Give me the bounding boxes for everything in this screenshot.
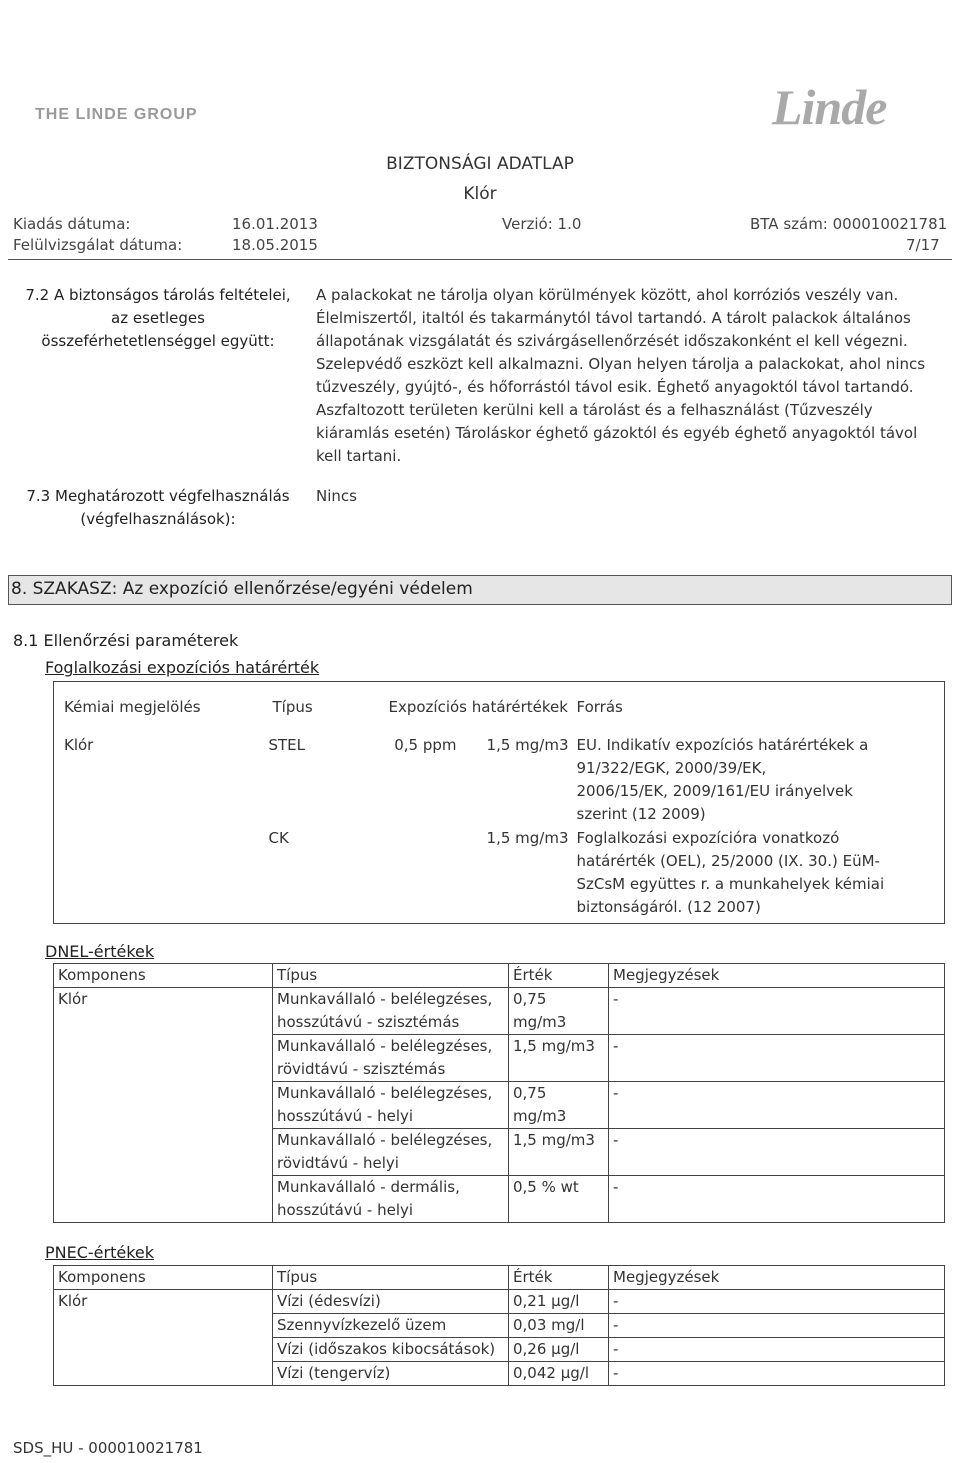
issue-date-label: Kiadás dátuma: bbox=[13, 215, 131, 233]
column-header: Forrás bbox=[576, 698, 623, 716]
pnec-heading: PNEC-értékek bbox=[45, 1243, 155, 1262]
column-header: Komponens bbox=[54, 1266, 273, 1290]
table-row: Munkavállaló - belélegzéses, rövidtávú - szisztémás 1,5 mg/m3 - bbox=[54, 1035, 945, 1082]
dnel-heading: DNEL-értékek bbox=[45, 942, 155, 961]
column-header: Megjegyzések bbox=[609, 964, 945, 988]
column-header: Érték bbox=[509, 964, 609, 988]
header-divider bbox=[8, 259, 952, 260]
table-row: Vízi (időszakos kibocsátások) 0,26 µg/l - bbox=[54, 1338, 945, 1362]
table-row: Munkavállaló - belélegzéses, hosszútávú - helyi 0,75 mg/m3 - bbox=[54, 1082, 945, 1129]
section-7-3-value: Nincs bbox=[316, 487, 357, 505]
column-header: Típus bbox=[273, 1266, 509, 1290]
version: Verzió: 1.0 bbox=[502, 215, 582, 233]
footer-sds-code: SDS_HU - 000010021781 bbox=[13, 1439, 203, 1457]
section-7-3-label: 7.3 Meghatározott végfelhasználás (végfelhasználások): bbox=[26, 487, 290, 528]
dnel-table bbox=[53, 963, 945, 1223]
oel-table bbox=[53, 681, 945, 924]
review-date: 18.05.2015 bbox=[232, 236, 318, 254]
linde-group-logo-text: THE LINDE GROUP bbox=[35, 106, 198, 123]
table-row: Munkavállaló - dermális, hosszútávú - helyi 0,5 % wt - bbox=[54, 1176, 945, 1223]
page-number: 7/17 bbox=[906, 236, 940, 254]
column-header: Érték bbox=[509, 1266, 609, 1290]
table-row: Klór STEL 0,5 ppm 1,5 mg/m3 EU. Indikatív expozíciós határértékek a 91/322/EGK, 2000/39/EK, 2006/15/EK, 2009/161/EU irányelvek szerint (12 2009) bbox=[64, 735, 869, 823]
table-row: CK 1,5 mg/m3 Foglalkozási expozícióra vonatkozó határérték (OEL), 25/2000 (IX. 30.) EüM- SzCsM együttes r. a munkahelyek kémiai biztonságáról. (12 2007) bbox=[268, 828, 885, 916]
bta-number: BTA szám: 000010021781 bbox=[750, 215, 948, 233]
section-7-2-label: 7.2 A biztonságos tárolás feltételei, az esetleges összeférhetetlenséggel együtt: bbox=[25, 286, 291, 350]
table-row: Klór Vízi (édesvízi) 0,21 µg/l - bbox=[54, 1290, 945, 1314]
table-header-row bbox=[54, 964, 945, 988]
table-header-row bbox=[54, 1266, 945, 1290]
table-row: Klór Munkavállaló - belélegzéses, hosszútávú - szisztémás 0,75 mg/m3 - bbox=[54, 988, 945, 1035]
column-header: Expozíciós határértékek bbox=[388, 698, 568, 716]
table-header-row bbox=[54, 682, 945, 734]
review-date-label: Felülvizsgálat dátuma: bbox=[13, 236, 183, 254]
section-8-header: 8. SZAKASZ: Az expozíció ellenőrzése/egyéni védelem bbox=[8, 575, 952, 605]
table-row: Szennyvízkezelő üzem 0,03 mg/l - bbox=[54, 1314, 945, 1338]
section-7-2-text: A palackokat ne tárolja olyan körülmények között, ahol korróziós veszély van. Élelmiszertől, italtól és takarmánytól távol tartandó. A tárolt palackok általános állapotának vizsgálatát és szivárgásellenőrzését időszakonként el kell végezni. Szelepvédő eszközt kell alkalmazni. Olyan helyen tárolja a palackokat, ahol nincs tűzveszély, gyújtó-, és hőforrástól távol esik. Éghető anyagoktól távol tartandó. Aszfaltozott területen kerülni kell a tárolást és a felhasználást (Tűzveszély kiáramlás esetén) Tároláskor éghető gázoktól és egyéb éghető anyagoktól távol kell tartani. bbox=[316, 286, 926, 465]
pnec-table bbox=[53, 1265, 945, 1386]
oel-heading: Foglalkozási expozíciós határérték bbox=[45, 658, 320, 677]
column-header: Típus bbox=[272, 698, 313, 716]
column-header: Típus bbox=[273, 964, 509, 988]
table-row: Munkavállaló - belélegzéses, rövidtávú - helyi 1,5 mg/m3 - bbox=[54, 1129, 945, 1176]
column-header: Komponens bbox=[54, 964, 273, 988]
issue-date: 16.01.2013 bbox=[232, 215, 318, 233]
table-row: Vízi (tengervíz) 0,042 µg/l - bbox=[54, 1362, 945, 1386]
column-header: Kémiai megjelölés bbox=[64, 698, 201, 716]
section-8-1-title: 8.1 Ellenőrzési paraméterek bbox=[13, 631, 239, 650]
column-header: Megjegyzések bbox=[609, 1266, 945, 1290]
product-name: Klór bbox=[463, 184, 497, 204]
document-title: BIZTONSÁGI ADATLAP bbox=[386, 154, 574, 174]
linde-logo: Linde bbox=[772, 79, 887, 135]
